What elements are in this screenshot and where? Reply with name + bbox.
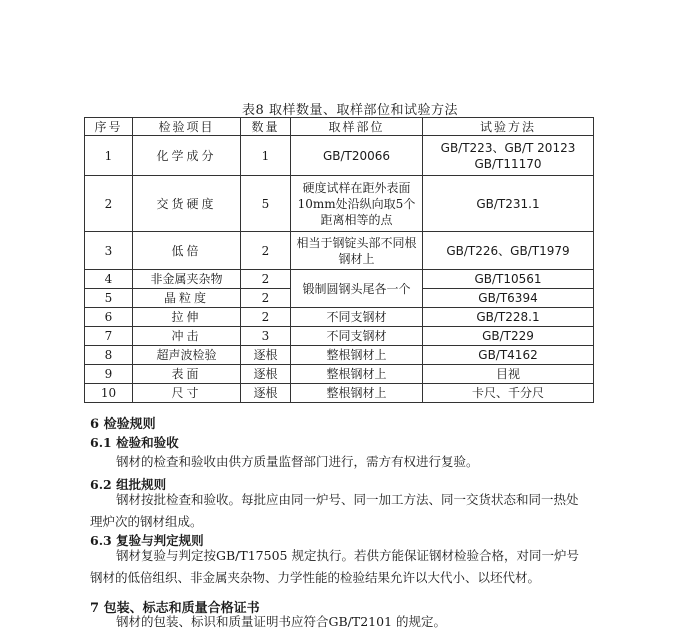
header-method: 试验方法 — [423, 118, 594, 136]
section-6-2-heading: 6.2 组批规则 — [90, 477, 167, 492]
cell-qty: 3 — [241, 327, 291, 346]
cell-qty: 逐根 — [241, 365, 291, 384]
section-6-3-heading: 6.3 复验与判定规则 — [90, 533, 204, 548]
cell-qty: 5 — [241, 176, 291, 232]
cell-no: 1 — [85, 136, 133, 176]
cell-method: 目视 — [423, 365, 594, 384]
table-row — [85, 136, 594, 176]
cell-method: GB/T226、GB/T1979 — [423, 232, 594, 270]
cell-method: GB/T231.1 — [423, 176, 594, 232]
cell-qty: 1 — [241, 136, 291, 176]
table-row — [85, 384, 594, 403]
cell-item: 尺寸 — [133, 384, 241, 403]
section-7-heading: 7 包装、标志和质量合格证书 — [90, 601, 260, 616]
cell-method: GB/T4162 — [423, 346, 594, 365]
cell-location: 整根钢材上 — [291, 346, 423, 365]
cell-item: 冲击 — [133, 327, 241, 346]
cell-no: 9 — [85, 365, 133, 384]
cell-method: GB/T229 — [423, 327, 594, 346]
table-row — [85, 176, 594, 232]
cell-location: 相当于钢锭头部不同根钢材上 — [291, 232, 423, 270]
cell-qty: 逐根 — [241, 384, 291, 403]
cell-location: 不同支钢材 — [291, 308, 423, 327]
section-6-heading: 6 检验规则 — [90, 417, 156, 432]
cell-no: 3 — [85, 232, 133, 270]
sampling-table — [84, 117, 594, 403]
header-item: 检验项目 — [133, 118, 241, 136]
cell-no: 4 — [85, 270, 133, 289]
cell-location: 整根钢材上 — [291, 384, 423, 403]
cell-item: 晶粒度 — [133, 289, 241, 308]
cell-method: 卡尺、千分尺 — [423, 384, 594, 403]
cell-location: 硬度试样在距外表面10mm处沿纵向取5个距离相等的点 — [291, 176, 423, 232]
cell-qty: 2 — [241, 289, 291, 308]
cell-item: 非金属夹杂物 — [133, 270, 241, 289]
table-row — [85, 308, 594, 327]
cell-method: GB/T228.1 — [423, 308, 594, 327]
cell-location: 整根钢材上 — [291, 365, 423, 384]
section-6-1-paragraph: 钢材的检查和验收由供方质量监督部门进行，需方有权进行复验。 — [116, 454, 479, 469]
cell-item: 化学成分 — [133, 136, 241, 176]
cell-qty: 2 — [241, 270, 291, 289]
cell-item: 超声波检验 — [133, 346, 241, 365]
cell-location-merged: 锻制圆钢头尾各一个 — [291, 270, 423, 308]
cell-no: 2 — [85, 176, 133, 232]
cell-method: GB/T223、GB/T 20123 GB/T11170 — [423, 136, 594, 176]
cell-item: 表面 — [133, 365, 241, 384]
table-row — [85, 346, 594, 365]
cell-no: 10 — [85, 384, 133, 403]
cell-location: GB/T20066 — [291, 136, 423, 176]
table-row — [85, 327, 594, 346]
cell-qty: 2 — [241, 308, 291, 327]
table-row — [85, 365, 594, 384]
cell-item: 拉伸 — [133, 308, 241, 327]
table-header-row — [85, 118, 594, 136]
cell-qty: 逐根 — [241, 346, 291, 365]
cell-no: 7 — [85, 327, 133, 346]
header-qty: 数量 — [241, 118, 291, 136]
table-row — [85, 232, 594, 270]
section-6-1-heading: 6.1 检验和验收 — [90, 435, 179, 450]
cell-no: 5 — [85, 289, 133, 308]
cell-qty: 2 — [241, 232, 291, 270]
cell-method: GB/T6394 — [423, 289, 594, 308]
section-6-3-paragraph: 钢材复验与判定按GB/T17505 规定执行。若供方能保证钢材检验合格，对同一炉号钢材的低倍组织、非金属夹杂物、力学性能的检验结果允许以大代小、以坯代材。 — [90, 548, 579, 585]
section-7-paragraph: 钢材的包装、标识和质量证明书应符合GB/T2101 的规定。 — [116, 614, 447, 629]
cell-location: 不同支钢材 — [291, 327, 423, 346]
section-6-2-paragraph: 钢材按批检查和验收。每批应由同一炉号、同一加工方法、同一交货状态和同一热处理炉次的钢材组成。 — [90, 492, 579, 529]
cell-no: 6 — [85, 308, 133, 327]
header-no: 序号 — [85, 118, 133, 136]
cell-no: 8 — [85, 346, 133, 365]
cell-method: GB/T10561 — [423, 270, 594, 289]
header-location: 取样部位 — [291, 118, 423, 136]
cell-item: 交货硬度 — [133, 176, 241, 232]
cell-item: 低倍 — [133, 232, 241, 270]
table-row — [85, 270, 594, 289]
table-caption: 表8 取样数量、取样部位和试验方法 — [242, 103, 458, 118]
